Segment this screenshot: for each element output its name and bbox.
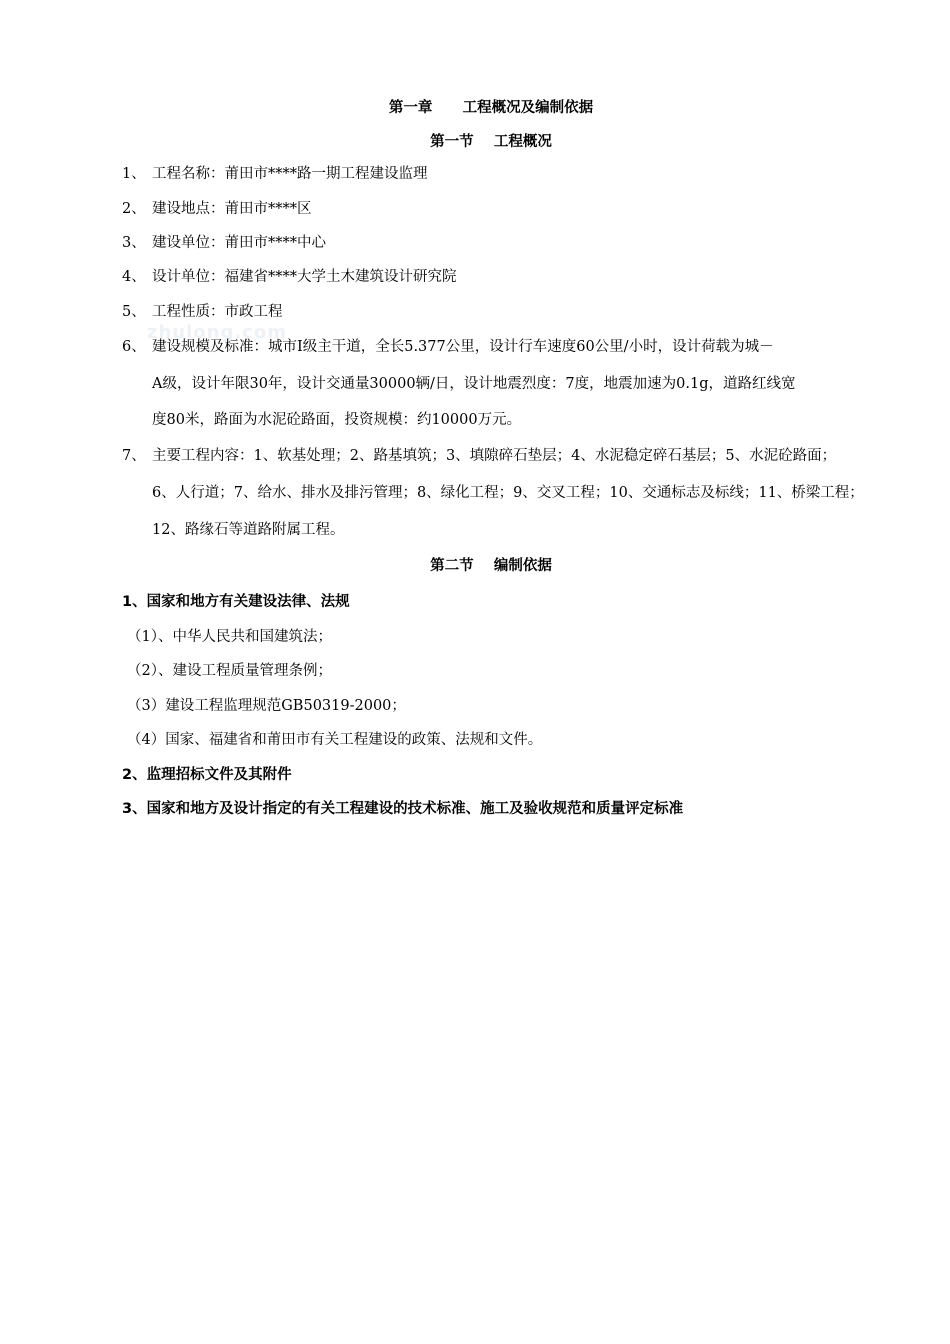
overview-item-scale-cont-1: A级，设计年限30年，设计交通量30000辆/日，设计地震烈度：7度，地震加速为0.1g，道路红线宽 (152, 376, 796, 392)
basis-sub-item: （3）建设工程监理规范GB50319-2000； (127, 698, 406, 714)
overview-item-content-cont-1: 6、人行道；7、给水、排水及排污管理；8、绿化工程；9、交叉工程；10、交通标志及标线；11、桥梁工程； (152, 485, 864, 501)
basis-heading-standards: 3、国家和地方及设计指定的有关工程建设的技术标准、施工及验收规范和质量评定标准 (122, 801, 684, 817)
overview-item-nature: 5、 工程性质：市政工程 (122, 304, 283, 320)
overview-item-designer: 4、 设计单位：福建省****大学土木建筑设计研究院 (122, 269, 457, 285)
basis-heading-tender: 2、监理招标文件及其附件 (122, 767, 292, 783)
basis-heading-laws: 1、国家和地方有关建设法律、法规 (122, 594, 350, 610)
overview-item-content-cont-2: 12、路缘石等道路附属工程。 (152, 522, 345, 538)
section-2-title: 第二节 编制依据 (430, 558, 552, 574)
overview-item-content: 7、 主要工程内容：1、软基处理；2、路基填筑；3、填隙碎石垫层；4、水泥稳定碎石基层；5、水泥砼路面； (122, 448, 837, 464)
overview-item-location: 2、 建设地点：莆田市****区 (122, 201, 312, 217)
basis-sub-item: （4）国家、福建省和莆田市有关工程建设的政策、法规和文件。 (127, 732, 543, 748)
watermark: zhulong.com (147, 322, 287, 343)
basis-sub-item: （2）、建设工程质量管理条例； (127, 663, 332, 679)
overview-item-scale-cont-2: 度80米，路面为水泥砼路面，投资规模：约10000万元。 (152, 412, 522, 428)
chapter-title: 第一章 工程概况及编制依据 (388, 100, 594, 116)
basis-sub-item: （1）、中华人民共和国建筑法； (127, 629, 332, 645)
overview-item-scale: 6、 建设规模及标准：城市Ⅰ级主干道，全长5.377公里，设计行车速度60公里/小时，设计荷载为城－ (122, 339, 774, 355)
overview-item-name: 1、 工程名称：莆田市****路一期工程建设监理 (122, 166, 428, 182)
section-1-title: 第一节 工程概况 (430, 134, 552, 150)
overview-item-owner: 3、 建设单位：莆田市****中心 (122, 235, 326, 251)
